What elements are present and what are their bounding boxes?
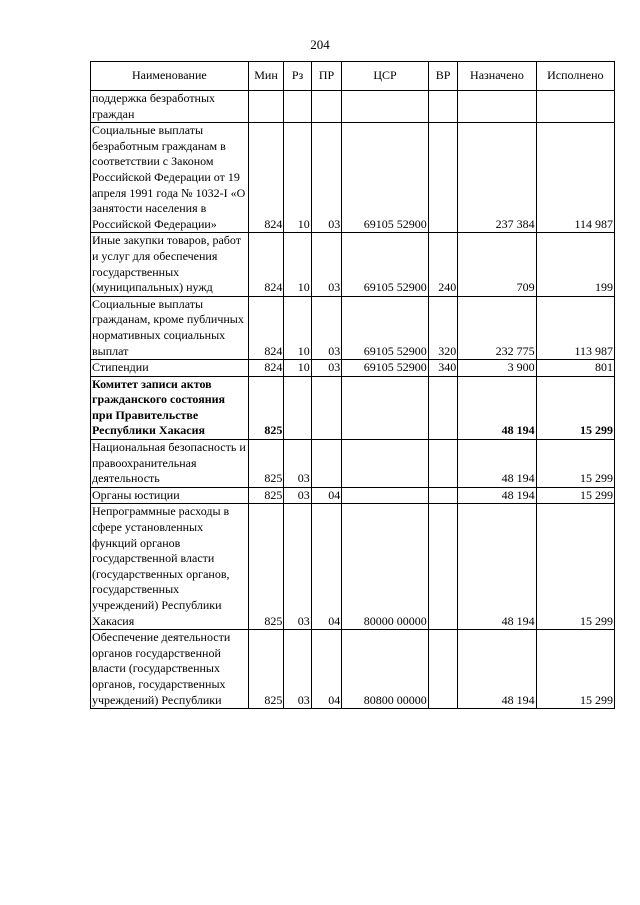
row-min: 825 [248, 440, 284, 488]
row-min: 825 [248, 504, 284, 630]
row-csr [342, 440, 428, 488]
row-name: Национальная безопасность и правоохранительная деятельность [91, 440, 249, 488]
row-min: 825 [248, 630, 284, 709]
header-pr: ПР [311, 62, 342, 91]
row-executed: 114 987 [536, 123, 614, 233]
row-csr [342, 376, 428, 439]
row-name: Стипендии [91, 360, 249, 377]
row-vr [428, 504, 458, 630]
row-rz: 10 [284, 360, 311, 377]
row-vr: 240 [428, 233, 458, 296]
row-vr: 320 [428, 296, 458, 359]
table-row [91, 91, 615, 123]
table-row [91, 376, 615, 439]
row-executed: 15 299 [536, 440, 614, 488]
table-row [91, 440, 615, 488]
row-min: 824 [248, 233, 284, 296]
row-csr [342, 91, 428, 123]
row-csr: 69105 52900 [342, 123, 428, 233]
row-pr [311, 376, 342, 439]
row-rz: 03 [284, 630, 311, 709]
table-row [91, 296, 615, 359]
row-vr [428, 487, 458, 504]
row-assigned: 232 775 [458, 296, 536, 359]
header-rz: Рз [284, 62, 311, 91]
row-name: Социальные выплаты безработным гражданам в соответствии с Законом Российской Федерации от 19 апреля 1991 года № 1032-I «О занятости населения в Российской Федерации» [91, 123, 249, 233]
table-row [91, 360, 615, 377]
row-assigned: 48 194 [458, 504, 536, 630]
row-csr: 69105 52900 [342, 233, 428, 296]
row-assigned: 48 194 [458, 440, 536, 488]
row-pr [311, 440, 342, 488]
row-pr: 04 [311, 504, 342, 630]
table-row [91, 123, 615, 233]
row-executed: 15 299 [536, 487, 614, 504]
row-executed: 801 [536, 360, 614, 377]
row-name: поддержка безработных граждан [91, 91, 249, 123]
row-vr [428, 91, 458, 123]
row-assigned: 48 194 [458, 630, 536, 709]
row-assigned [458, 91, 536, 123]
row-min: 825 [248, 376, 284, 439]
row-assigned: 709 [458, 233, 536, 296]
table-row [91, 487, 615, 504]
row-pr: 04 [311, 630, 342, 709]
row-vr [428, 630, 458, 709]
row-min: 824 [248, 296, 284, 359]
header-csr: ЦСР [342, 62, 428, 91]
row-min: 824 [248, 123, 284, 233]
row-csr: 69105 52900 [342, 360, 428, 377]
row-name: Комитет записи актов гражданского состояния при Правительстве Республики Хакасия [91, 376, 249, 439]
row-rz: 03 [284, 504, 311, 630]
row-rz: 10 [284, 233, 311, 296]
page-number: 204 [310, 37, 330, 52]
header-min: Мин [248, 62, 284, 91]
row-pr: 03 [311, 123, 342, 233]
row-pr: 03 [311, 360, 342, 377]
header-vr: ВР [428, 62, 458, 91]
row-pr: 03 [311, 296, 342, 359]
row-executed: 15 299 [536, 504, 614, 630]
row-pr: 04 [311, 487, 342, 504]
row-executed: 199 [536, 233, 614, 296]
row-csr [342, 487, 428, 504]
table-row [91, 233, 615, 296]
row-vr [428, 123, 458, 233]
row-name: Иные закупки товаров, работ и услуг для обеспечения государственных (муниципальных) нужд [91, 233, 249, 296]
row-assigned: 48 194 [458, 376, 536, 439]
row-min: 825 [248, 487, 284, 504]
row-rz: 10 [284, 296, 311, 359]
row-assigned: 237 384 [458, 123, 536, 233]
table-row [91, 504, 615, 630]
row-rz [284, 376, 311, 439]
header-assigned: Назначено [458, 62, 536, 91]
row-vr [428, 440, 458, 488]
row-pr: 03 [311, 233, 342, 296]
row-vr [428, 376, 458, 439]
row-name: Обеспечение деятельности органов государственной власти (государственных органов, государственных учреждений) Республики [91, 630, 249, 709]
row-min [248, 91, 284, 123]
row-min: 824 [248, 360, 284, 377]
header-row [91, 62, 615, 91]
table-row [91, 630, 615, 709]
header-name: Наименование [91, 62, 249, 91]
row-csr: 80000 00000 [342, 504, 428, 630]
row-rz: 03 [284, 440, 311, 488]
row-name: Органы юстиции [91, 487, 249, 504]
row-assigned: 48 194 [458, 487, 536, 504]
row-pr [311, 91, 342, 123]
row-executed [536, 91, 614, 123]
row-rz: 03 [284, 487, 311, 504]
row-executed: 15 299 [536, 376, 614, 439]
row-assigned: 3 900 [458, 360, 536, 377]
row-name: Непрограммные расходы в сфере установленных функций органов государственной власти (государственных органов, государственных учреждений) Республики Хакасия [91, 504, 249, 630]
row-rz: 10 [284, 123, 311, 233]
row-rz [284, 91, 311, 123]
row-csr: 80800 00000 [342, 630, 428, 709]
row-csr: 69105 52900 [342, 296, 428, 359]
row-name: Социальные выплаты гражданам, кроме публичных нормативных социальных выплат [91, 296, 249, 359]
budget-table [90, 61, 615, 709]
row-executed: 113 987 [536, 296, 614, 359]
row-vr: 340 [428, 360, 458, 377]
header-executed: Исполнено [536, 62, 614, 91]
row-executed: 15 299 [536, 630, 614, 709]
